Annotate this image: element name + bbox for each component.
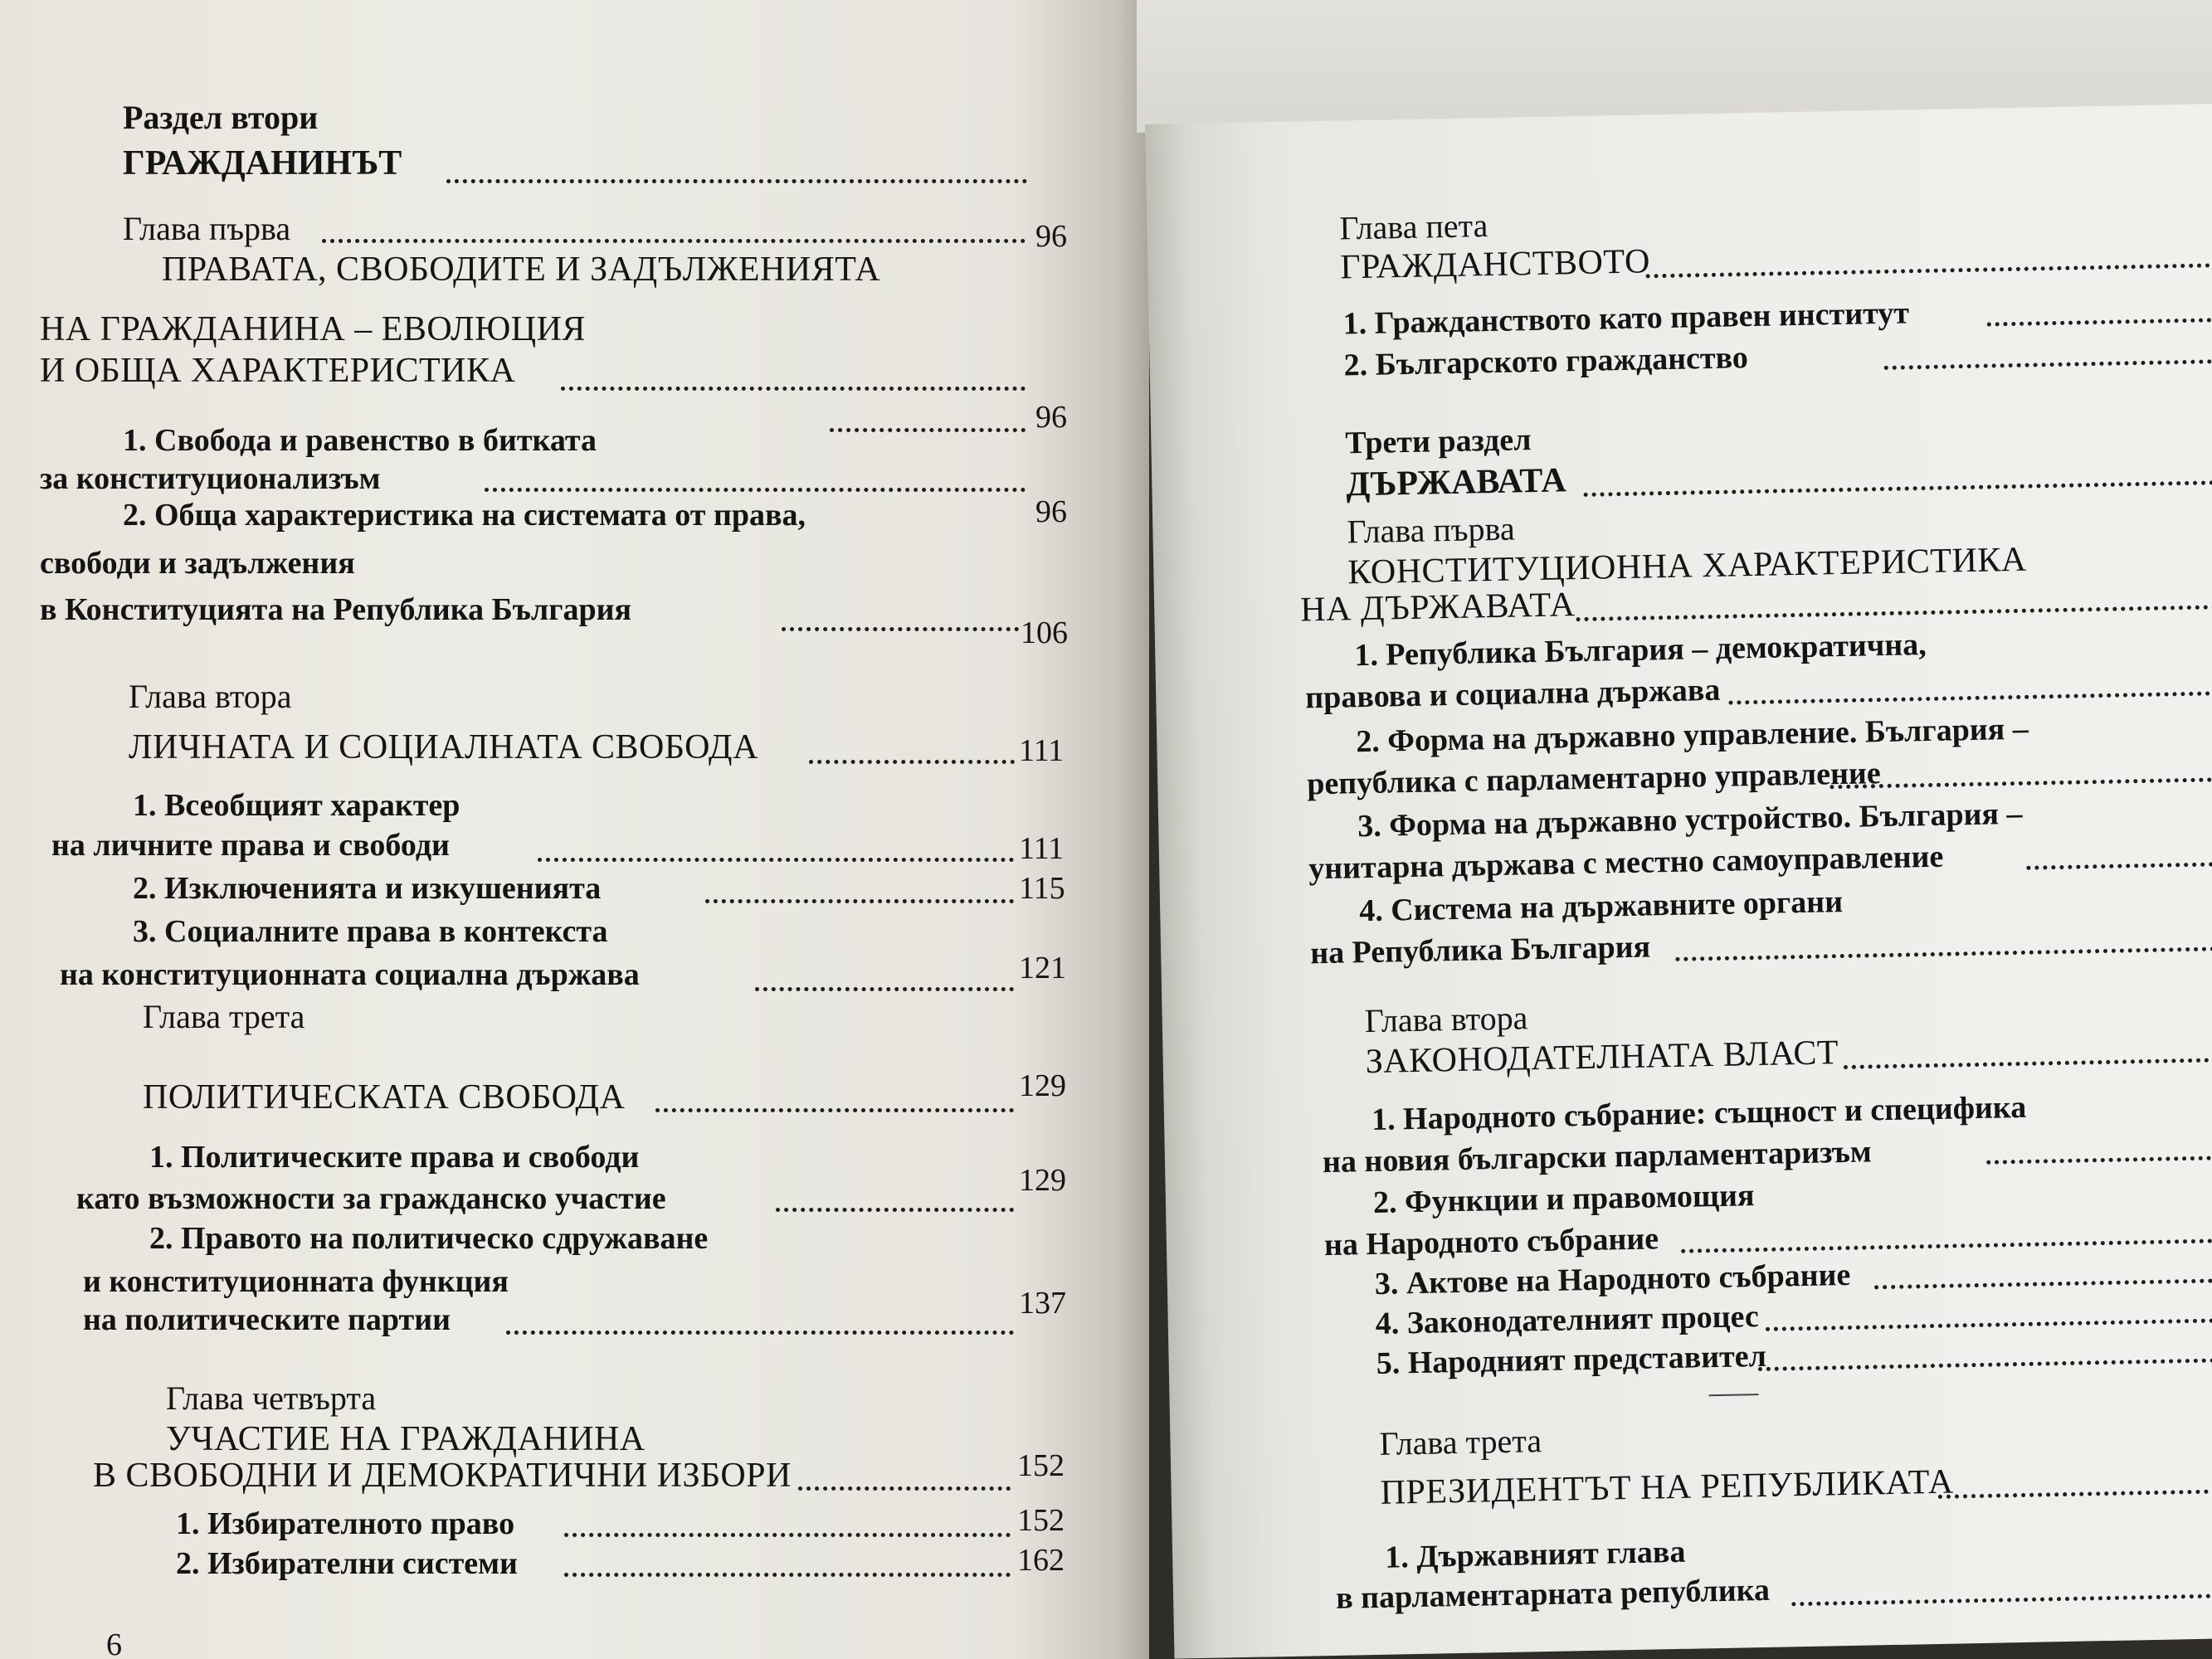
ch5-label: Глава пета xyxy=(1339,207,1488,247)
leader-dots xyxy=(755,987,1014,991)
ch1-item2-line1: 2. Обща характеристика на системата от права, xyxy=(123,498,806,533)
ch2-item3-page: 121 xyxy=(1019,951,1066,985)
ch3-page: 129 xyxy=(1019,1068,1066,1103)
ch3-item2-page: 137 xyxy=(1019,1286,1066,1321)
leader-dots xyxy=(1884,359,2212,370)
ch5-item2: 2. Българското гражданство xyxy=(1343,340,1749,383)
ch1-title-line1: КОНСТИТУЦИОННА ХАРАКТЕРИСТИКА xyxy=(1347,540,2028,592)
ch1-label: Глава първа xyxy=(1347,509,1516,551)
ch3-label: Глава трета xyxy=(1379,1422,1542,1462)
leader-dots xyxy=(1791,1593,2212,1607)
ch2-item2-line2: на Народното събрание xyxy=(1323,1221,1659,1263)
page-number: 6 xyxy=(106,1627,122,1659)
right-page xyxy=(1145,104,2212,1658)
ch1-title-line2: НА ДЪРЖАВАТА xyxy=(1299,586,1576,630)
leader-dots xyxy=(564,1533,1011,1537)
ch4-item1: 1. Избирателното право xyxy=(176,1506,515,1541)
ch2-label: Глава втора xyxy=(129,678,292,715)
separator-rule xyxy=(1709,1394,1759,1396)
ch2-item2-page: 115 xyxy=(1019,871,1065,906)
ch2-title: ЗАКОНОДАТЕЛНАТА ВЛАСТ xyxy=(1365,1034,1839,1082)
ch2-item3-line1: 3. Социалните права в контекста xyxy=(133,914,608,949)
ch2-item1-line1: 1. Народното събрание: същност и специфика xyxy=(1371,1089,2027,1137)
ch1-item2-page-alt: 96 xyxy=(1035,494,1067,529)
ch2-item3: 3. Актове на Народното събрание xyxy=(1374,1257,1851,1301)
ch1-item3-line2: унитарна държава с местно самоуправление xyxy=(1308,839,1944,887)
ch1-item1-page: 96 xyxy=(1035,400,1067,435)
leader-dots xyxy=(1646,263,2212,278)
part-title: ГРАЖДАНИНЪТ xyxy=(123,144,402,182)
ch3-item1-line2: като възможности за гражданско участие xyxy=(76,1181,666,1216)
part3-title: ДЪРЖАВАТА xyxy=(1345,461,1567,504)
ch1-item2-line2: свободи и задължения xyxy=(40,546,355,581)
leader-dots xyxy=(1758,1358,2212,1371)
ch1-item2-line3: в Конституцията на Република България xyxy=(40,592,632,627)
ch3-title: ПРЕЗИДЕНТЪТ НА РЕПУБЛИКАТА xyxy=(1380,1462,1955,1512)
leader-dots xyxy=(1681,1238,2212,1253)
ch1-item4-line1: 4. Система на държавните органи xyxy=(1358,884,1844,929)
ch2-item2: 2. Изключенията и изкушенията xyxy=(133,871,602,906)
leader-dots xyxy=(561,387,1026,391)
leader-dots xyxy=(655,1108,1014,1112)
ch4-item2-page: 162 xyxy=(1017,1543,1065,1578)
leader-dots xyxy=(798,1486,1011,1491)
ch3-item2-line3: на политическите партии xyxy=(83,1302,451,1337)
ch4-title-line1: УЧАСТИЕ НА ГРАЖДАНИНА xyxy=(166,1420,646,1458)
leader-dots xyxy=(809,760,1015,764)
ch1-item1-line1: 1. Република България – демократична, xyxy=(1353,627,1927,674)
leader-dots xyxy=(322,239,1026,243)
leader-dots xyxy=(1874,1278,2212,1290)
ch1-item1-line2: правова и социална държава xyxy=(1304,672,1721,716)
leader-dots xyxy=(506,1331,1014,1335)
leader-dots xyxy=(1766,1318,2212,1331)
ch4-item1-page: 152 xyxy=(1017,1503,1065,1538)
ch1-item2-line2: република с парламентарно управление xyxy=(1306,756,1882,802)
part3-label: Трети раздел xyxy=(1345,422,1532,461)
ch3-item1-line1: 1. Политическите права и свободи xyxy=(149,1140,640,1175)
ch5-item1: 1. Гражданството като правен институт xyxy=(1342,295,1910,342)
ch2-item1-line1: 1. Всеобщият характер xyxy=(133,788,460,823)
ch1-item2-line1: 2. Форма на държавно управление. България – xyxy=(1355,711,2029,760)
ch4-item2: 2. Избирателни системи xyxy=(176,1546,518,1581)
ch2-label: Глава втора xyxy=(1364,999,1528,1040)
leader-dots xyxy=(705,899,1014,903)
leader-dots xyxy=(446,179,1027,183)
leader-dots xyxy=(1576,605,2212,621)
leader-dots xyxy=(485,488,1026,492)
leader-dots xyxy=(1830,777,2212,789)
ch3-item2-line2: и конституционната функция xyxy=(83,1264,509,1299)
ch2-item4: 4. Законодателният процес xyxy=(1375,1299,1760,1341)
leader-dots xyxy=(564,1573,1011,1577)
ch2-item1-page: 111 xyxy=(1019,831,1065,866)
ch4-page: 152 xyxy=(1017,1448,1065,1483)
leader-dots xyxy=(776,1208,1014,1212)
ch3-title: ПОЛИТИЧЕСКАТА СВОБОДА xyxy=(143,1078,626,1117)
ch2-item3-line2: на конституционната социална държава xyxy=(60,957,640,992)
ch1-item4-line2: на Република България xyxy=(1309,929,1651,971)
ch1-page: 96 xyxy=(1035,219,1067,254)
ch1-item1-line2: за конституционализъм xyxy=(40,461,381,496)
ch4-title-line2: В СВОБОДНИ И ДЕМОКРАТИЧНИ ИЗБОРИ xyxy=(93,1457,792,1495)
ch1-title-line2: НА ГРАЖДАНИНА – ЕВОЛЮЦИЯ xyxy=(40,310,586,348)
leader-dots xyxy=(538,858,1014,862)
ch2-item2-line1: 2. Функции и правомощия xyxy=(1372,1178,1755,1220)
ch4-label: Глава четвърта xyxy=(166,1379,377,1417)
leader-dots xyxy=(1584,480,2212,497)
ch1-title-line1: ПРАВАТА, СВОБОДИТЕ И ЗАДЪЛЖЕНИЯТА xyxy=(162,251,881,289)
leader-dots xyxy=(1844,1058,2212,1069)
ch5-title: ГРАЖДАНСТВОТО xyxy=(1339,242,1651,287)
ch2-title: ЛИЧНАТА И СОЦИАЛНАТА СВОБОДА xyxy=(129,728,758,766)
ch1-label: Глава първа xyxy=(123,210,291,247)
leader-dots xyxy=(1986,1155,2212,1165)
ch1-item2-page: 106 xyxy=(1021,615,1068,650)
leader-dots xyxy=(1987,318,2212,327)
ch3-item1-line1: 1. Държавният глава xyxy=(1384,1534,1686,1575)
ch3-item1-page: 129 xyxy=(1019,1163,1066,1198)
ch2-item1-line2: на личните права и свободи xyxy=(51,828,450,863)
ch1-item3-line1: 3. Форма на държавно устройство. България – xyxy=(1357,795,2023,844)
ch3-item1-line2: в парламентарната република xyxy=(1335,1572,1771,1616)
ch1-title-line3: И ОБЩА ХАРАКТЕРИСТИКА xyxy=(40,352,516,390)
leader-dots xyxy=(1675,946,2212,961)
ch3-label: Глава трета xyxy=(143,998,305,1035)
leader-dots xyxy=(2026,862,2212,870)
ch2-item1-line2: на новия български парламентаризъм xyxy=(1322,1134,1873,1180)
leader-dots xyxy=(1728,691,2212,705)
leader-dots xyxy=(1938,1489,2212,1499)
part-label: Раздел втори xyxy=(123,99,319,136)
ch2-page: 111 xyxy=(1019,733,1065,768)
ch3-item2-line1: 2. Правото на политическо сдружаване xyxy=(149,1221,709,1256)
leader-dots xyxy=(830,428,1026,432)
leader-dots xyxy=(782,627,1019,631)
ch2-item5: 5. Народният представител xyxy=(1376,1338,1767,1381)
ch1-item1-line1: 1. Свобода и равенство в битката xyxy=(123,423,597,458)
